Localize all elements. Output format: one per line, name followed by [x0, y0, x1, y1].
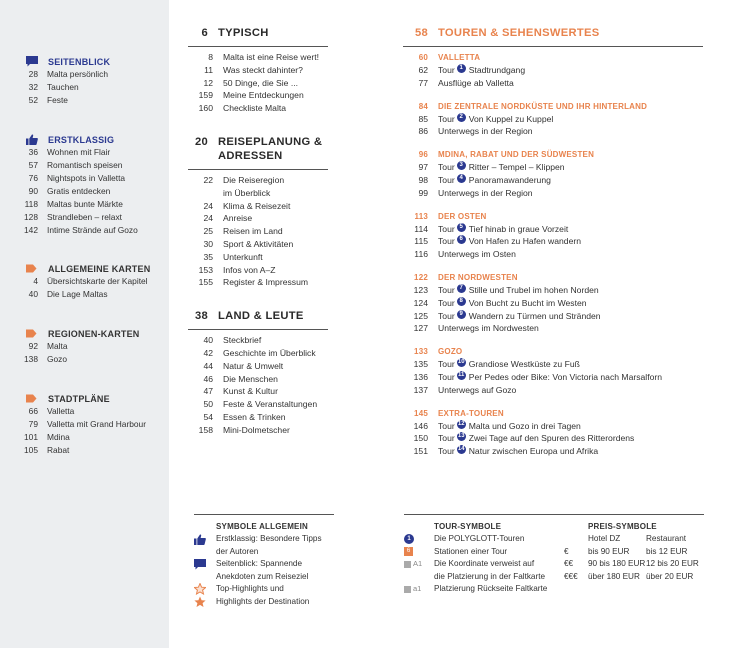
tour-number-icon: 10	[457, 359, 465, 366]
toc-entry[interactable]: 99 Unterwegs in der Region	[418, 187, 533, 198]
map-coordinate-icon: A1	[404, 558, 434, 571]
toc-entry[interactable]: 116 Unterwegs im Osten	[414, 249, 516, 260]
section-title: ERSTKLASSIG	[48, 134, 115, 145]
sidebar-entry[interactable]: 66 Valletta	[28, 406, 75, 416]
tour-entry[interactable]: 114 Tour 5 Tief hinab in graue Vorzeit	[414, 223, 569, 234]
section-title: ALLGEMEINE KARTEN	[48, 263, 151, 274]
divider	[188, 329, 328, 330]
region-heading[interactable]: 122 DER NORDWESTEN	[414, 272, 518, 282]
chapter-typisch[interactable]: 6 TYPISCH	[201, 27, 269, 39]
tour-station-icon: 6	[404, 546, 434, 559]
sidebar-entry[interactable]: 79 Valletta mit Grand Harbour	[28, 419, 146, 429]
tour-number-icon: 8	[457, 297, 466, 306]
chapter-touren[interactable]: 58 TOUREN & SEHENSWERTES	[414, 27, 600, 39]
chapter-land-leute[interactable]: 38 LAND & LEUTE	[194, 310, 304, 323]
region-heading[interactable]: 60 VALLETTA	[418, 53, 481, 62]
price-row: €€€ über 180 EUR über 20 EUR	[564, 571, 694, 581]
toc-entry[interactable]: 30 Sport & Aktivitäten	[203, 238, 294, 249]
sidebar-entry[interactable]: 57 Romantisch speisen	[28, 160, 123, 170]
toc-entry[interactable]: im Überblick	[223, 187, 271, 198]
sidebar-entry[interactable]: 101 Mdina	[24, 432, 70, 442]
toc-entry[interactable]: 12 50 Dinge, die Sie ...	[203, 77, 299, 88]
tour-number-icon: 1	[457, 64, 466, 73]
sidebar-entry[interactable]: 28 Malta persönlich	[28, 69, 108, 79]
chapter-reiseplanung[interactable]: 20 REISEPLANUNG &	[194, 135, 323, 148]
sidebar-entry[interactable]: 118 Maltas bunte Märkte	[24, 199, 123, 209]
toc-entry[interactable]: 11 Was steckt dahinter?	[204, 64, 303, 75]
tour-entry[interactable]: 85 Tour 2 Von Kuppel zu Kuppel	[418, 113, 554, 124]
tour-number-icon: 9	[457, 310, 466, 319]
sidebar-entry[interactable]: 138 Gozo	[24, 354, 68, 364]
tour-entry[interactable]: 150 Tour 13 Zwei Tage auf den Spuren des Ritterordens	[413, 433, 635, 444]
section-title: REGIONEN-KARTEN	[48, 328, 140, 339]
toc-entry[interactable]: 158 Mini-Dolmetscher	[198, 424, 290, 435]
sidebar-entry[interactable]: 142 Intime Strände auf Gozo	[24, 225, 138, 235]
toc-entry[interactable]: 50 Feste & Veranstaltungen	[203, 399, 318, 410]
toc-entry[interactable]: 47 Kunst & Kultur	[203, 386, 278, 397]
toc-entry[interactable]: 8 Malta ist eine Reise wert!	[208, 52, 319, 62]
toc-entry[interactable]: 42 Geschichte im Überblick	[203, 347, 316, 358]
legend-tour-preis: TOUR-SYMBOLE 1 Die POLYGLOTT-Touren 6 Stationen einer Tour A1 Die Koordinate verweist auf die Platzierung in der Faltkarte a1 Platzierung Rückseite Faltkarte PREIS-SYMBOLE Hotel DZ Restaurant € bis 90 EUR bis 12 EUR €€ 90 bis 180 EUR 12 bis 20 EUR €€€ über 180 EUR über 20 EUR	[404, 514, 704, 596]
sidebar-entry[interactable]: 40 Die Lage Maltas	[28, 289, 108, 299]
tour-number-icon: 13	[457, 433, 465, 440]
tour-entry[interactable]: 124 Tour 8 Von Bucht zu Bucht im Westen	[413, 297, 587, 308]
sidebar-entry[interactable]: 52 Feste	[28, 95, 68, 105]
sidebar-entry[interactable]: 105 Rabat	[24, 445, 70, 455]
section-erstklassig	[26, 133, 166, 237]
toc-entry[interactable]: 155 Register & Impressum	[198, 277, 309, 288]
divider	[403, 46, 703, 47]
tour-number-icon: 6	[457, 235, 466, 244]
sidebar-entry[interactable]: 36 Wohnen mit Flair	[28, 147, 111, 157]
legend-symbole-allgemein: SYMBOLE ALLGEMEIN Erstklassig: Besondere Tipps der Autoren Seitenblick: Spannende Anekdoten zum Reiseziel Top-Highlights und Highlights der Destination	[194, 514, 334, 609]
speech-bubble-icon	[26, 56, 38, 67]
tour-entry[interactable]: 146 Tour 12 Malta und Gozo in drei Tagen	[413, 420, 581, 431]
speech-bubble-icon	[194, 558, 208, 571]
tour-number-icon: 7	[457, 284, 466, 293]
toc-entry[interactable]: 25 Reisen im Land	[203, 226, 283, 237]
star-icon	[194, 596, 208, 609]
divider	[188, 46, 328, 47]
tour-number-icon: 2	[457, 113, 466, 122]
tour-number-icon: 12	[457, 420, 465, 427]
map-tag-icon	[26, 328, 38, 339]
sidebar-entry[interactable]: 92 Malta	[28, 341, 68, 351]
tour-entry[interactable]: 135 Tour 10 Grandiose Westküste zu Fuß	[413, 359, 580, 370]
toc-entry[interactable]: 24 Anreise	[203, 213, 253, 224]
toc-entry[interactable]: 54 Essen & Trinken	[203, 411, 286, 422]
section-regionen-karten	[26, 327, 166, 366]
toc-entry[interactable]: 137 Unterwegs auf Gozo	[413, 384, 517, 395]
tour-entry[interactable]: 125 Tour 9 Wandern zu Türmen und Stränden	[413, 310, 601, 321]
tour-entry[interactable]: 98 Tour 4 Panoramawanderung	[418, 174, 551, 185]
region-heading[interactable]: 145 EXTRA-TOUREN	[414, 408, 504, 418]
column-touren	[403, 26, 703, 458]
tour-entry[interactable]: 115 Tour 6 Von Hafen zu Hafen wandern	[414, 236, 581, 247]
price-row: €€ 90 bis 180 EUR 12 bis 20 EUR	[564, 559, 699, 569]
section-seitenblick	[26, 55, 166, 107]
region-heading[interactable]: 96 MDINA, RABAT UND DER SÜDWESTEN	[418, 150, 595, 160]
section-title: STADTPLÄNE	[48, 393, 110, 404]
region-heading[interactable]: 113 DER OSTEN	[414, 211, 487, 221]
section-stadtplaene	[26, 392, 166, 457]
thumbs-up-icon	[194, 533, 208, 546]
tour-entry[interactable]: 62 Tour 1 Stadtrundgang	[418, 65, 526, 75]
tour-number-icon: 3	[457, 161, 466, 170]
sidebar-entry[interactable]: 32 Tauchen	[28, 82, 79, 92]
column-chapters: 6 TYPISCH 8 Malta ist eine Reise wert! 11 Was steckt dahinter? 12 50 Dinge, die Sie ... 159 Meine Entdeckungen 160 Checkliste Malta 20 REISEPLANUNG & ADRESSEN 22 Die Reiseregion im Überblick 24 Klima & Reisezeit 24 Anreise 25 Reisen im Land 30 Sport & Aktivitäten 35 Unterkunft 153 Infos von A–Z 155 Register & Impressum 38 LAND & LEUTE 40 Steckbrief 42 Geschichte im Überblick 44 Natur & Umwelt 46 Die Menschen 47 Kunst & Kultur 50 Feste & Veranstaltungen 54 Essen & Trinken 158 Mini-Dolmetscher	[188, 26, 328, 437]
sidebar-entry[interactable]: 90 Gratis entdecken	[28, 186, 111, 196]
sidebar-entry[interactable]: 128 Strandleben – relaxt	[24, 212, 122, 222]
tour-number-icon: 14	[457, 446, 465, 453]
star-outline-icon	[194, 583, 208, 596]
toc-entry[interactable]: 77 Ausflüge ab Valletta	[418, 77, 514, 88]
tour-number-icon: 5	[457, 223, 466, 232]
toc-entry[interactable]: 40 Steckbrief	[203, 335, 262, 346]
sidebar-entry[interactable]: 4 Übersichtskarte der Kapitel	[33, 276, 148, 286]
toc-entry[interactable]: 46 Die Menschen	[203, 373, 278, 384]
section-allgemeine-karten	[26, 262, 166, 301]
map-tag-icon	[26, 263, 38, 274]
region-heading[interactable]: 84 DIE ZENTRALE NORDKÜSTE UND IHR HINTERLAND	[418, 101, 648, 111]
toc-entry[interactable]: 22 Die Reiseregion	[203, 174, 285, 185]
thumbs-up-icon	[26, 134, 38, 145]
divider	[188, 169, 328, 170]
tour-number-icon: 4	[457, 174, 466, 183]
toc-entry[interactable]: 159 Meine Entdeckungen	[198, 90, 304, 101]
tour-entry[interactable]: 123 Tour 7 Stille und Trubel im hohen Norden	[413, 284, 599, 295]
toc-entry[interactable]: 160 Checkliste Malta	[198, 103, 287, 114]
toc-entry[interactable]: 44 Natur & Umwelt	[203, 360, 284, 371]
section-title: SEITENBLICK	[48, 56, 111, 67]
toc-entry[interactable]: 86 Unterwegs in der Region	[418, 126, 533, 137]
tour-number-icon: 11	[458, 371, 465, 378]
tour-entry[interactable]: 151 Tour 14 Natur zwischen Europa und Afrika	[413, 446, 599, 457]
tour-entry[interactable]: 97 Tour 3 Ritter – Tempel – Klippen	[418, 162, 565, 173]
region-heading[interactable]: 133 GOZO	[414, 347, 463, 357]
toc-entry[interactable]: 35 Unterkunft	[203, 251, 263, 262]
toc-entry[interactable]: 24 Klima & Reisezeit	[203, 200, 291, 211]
toc-entry[interactable]: 153 Infos von A–Z	[198, 264, 276, 275]
map-back-coordinate-icon: a1	[404, 583, 434, 596]
price-row: € bis 90 EUR bis 12 EUR	[564, 546, 688, 556]
tour-entry[interactable]: 136 Tour 11 Per Pedes oder Bike: Von Victoria nach Marsalforn	[413, 371, 663, 382]
tour-number-icon: 1	[404, 533, 434, 546]
toc-entry[interactable]: 127 Unterwegs im Nordwesten	[413, 323, 539, 334]
map-tag-icon	[26, 393, 38, 404]
sidebar-entry[interactable]: 76 Nightspots in Valletta	[28, 173, 126, 183]
